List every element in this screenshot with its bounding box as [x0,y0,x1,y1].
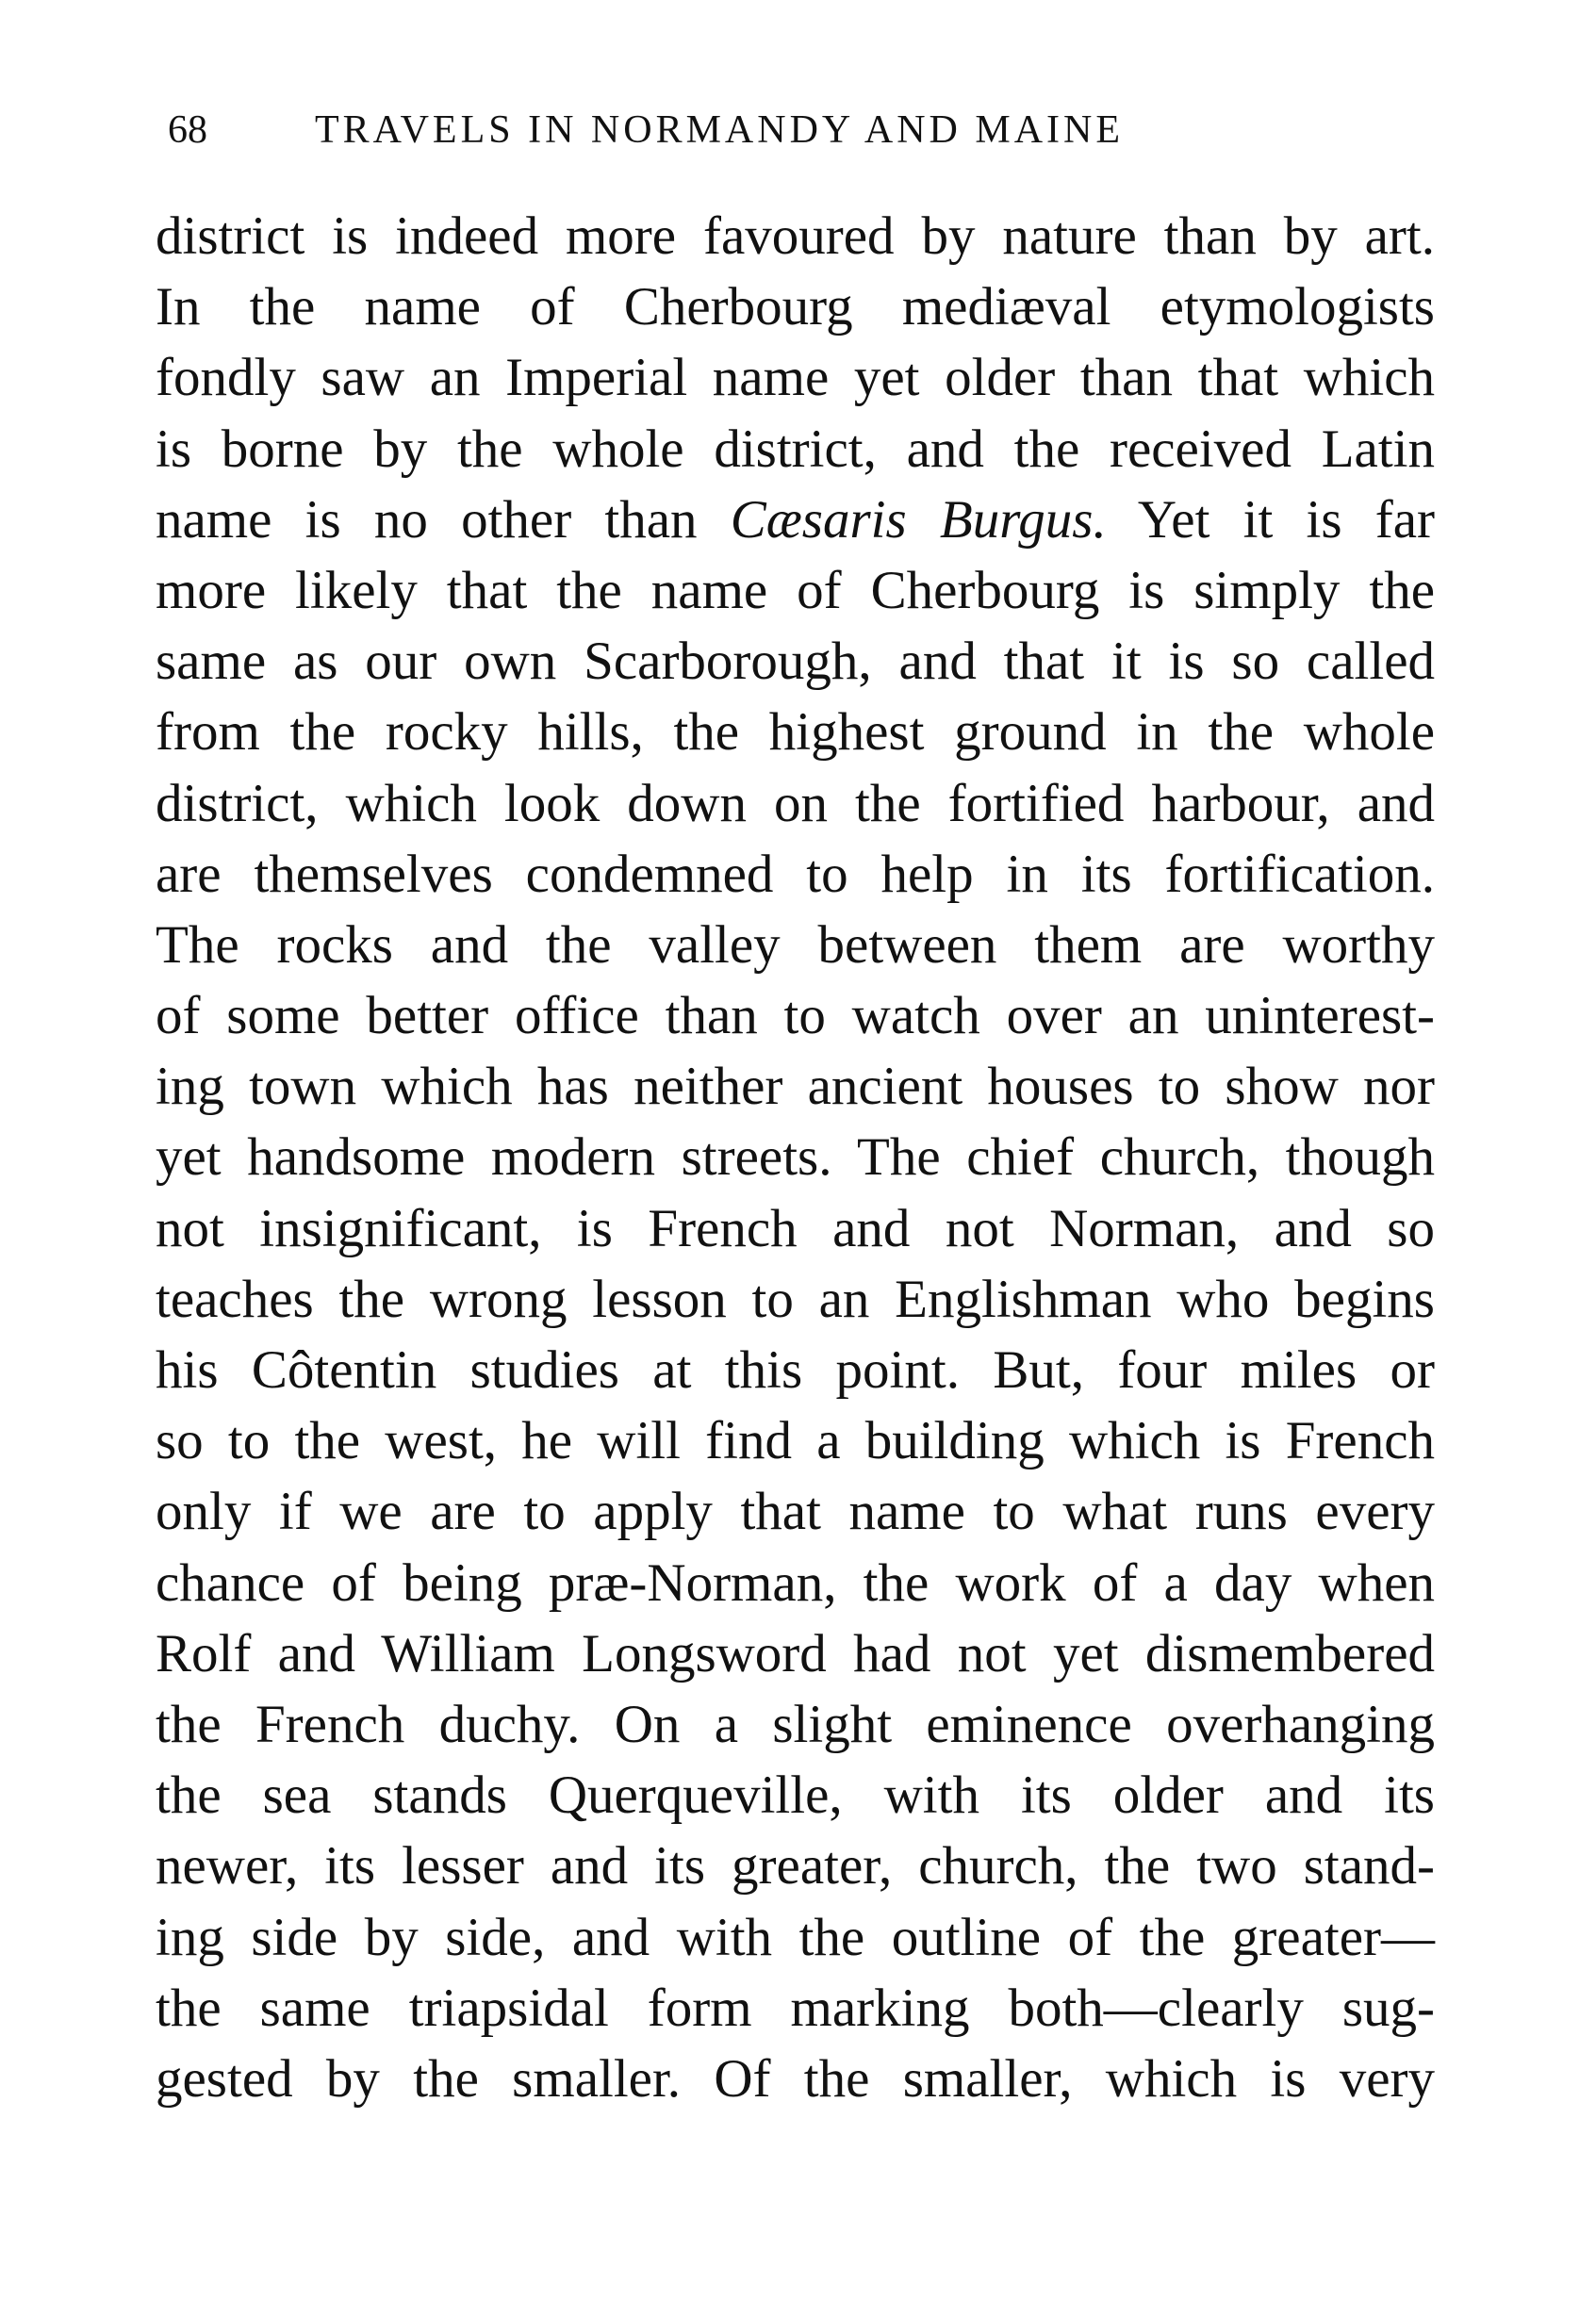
running-header [168,102,1290,158]
text-line: teaches the wrong lesson to an Englishman who begins [156,1269,1435,1329]
text-line: Rolf and William Longsword had not yet dismembered [156,1623,1435,1683]
text-line: chance of being præ-Norman, the work of a day when [156,1552,1435,1613]
text-line: In the name of Cherbourg mediæval etymologists [156,277,1435,337]
text-line: fondly saw an Imperial name yet older than that which [156,348,1435,408]
text-line: same as our own Scarborough, and that it is so called [156,632,1435,692]
text-line: so to the west, he will find a building which is French [156,1411,1435,1471]
text-line: are themselves condemned to help in its fortification. [156,844,1435,904]
text-line: the French duchy. On a slight eminence overhanging [156,1694,1435,1754]
text-segment: name is no other than [156,489,731,550]
text-line: his Côtentin studies at this point. But, four miles or [156,1340,1435,1400]
text-segment: Yet it is far [1106,489,1435,550]
running-title: TRAVELS IN NORMANDY AND MAINE [315,108,1125,152]
text-line: ing town which has neither ancient houses to show nor [156,1057,1435,1117]
text-line: more likely that the name of Cherbourg is simply the [156,560,1435,620]
text-line [156,484,1435,555]
text-line: only if we are to apply that name to what runs every [156,1482,1435,1542]
text-line: ing side by side, and with the outline of the greater— [156,1907,1435,1967]
text-line: from the rocky hills, the highest ground in the whole [156,702,1435,763]
text-line: the same triapsidal form marking both—clearly sug- [156,1978,1435,2038]
body-text [156,201,1435,2114]
italic-latin-name: Cæsaris Burgus. [730,489,1107,550]
text-line: of some better office than to watch over an uninterest- [156,986,1435,1046]
text-line: gested by the smaller. Of the smaller, which is very [156,2048,1435,2109]
text-line: district is indeed more favoured by nature than by art. [156,206,1435,266]
text-line: yet handsome modern streets. The chief church, though [156,1127,1435,1188]
text-line: newer, its lesser and its greater, church, the two stand- [156,1836,1435,1897]
text-line: district, which look down on the fortified harbour, and [156,773,1435,833]
text-line: the sea stands Querqueville, with its older and its [156,1765,1435,1826]
text-line: The rocks and the valley between them are worthy [156,914,1435,975]
page-number: 68 [168,108,207,152]
text-line: is borne by the whole district, and the received Latin [156,419,1435,479]
text-line: not insignificant, is French and not Norman, and so [156,1198,1435,1258]
